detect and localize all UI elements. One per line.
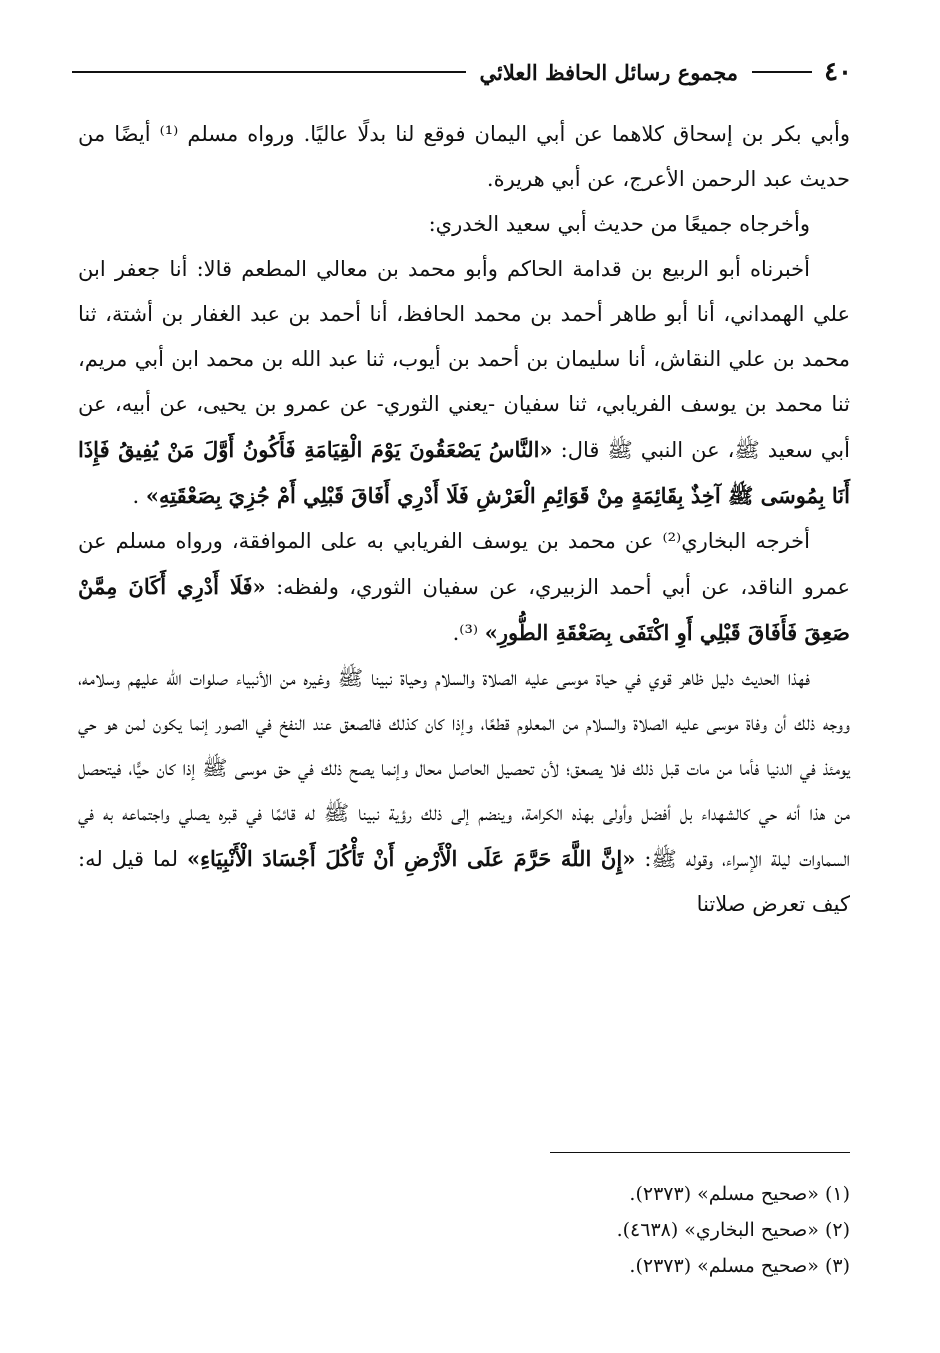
book-title: مجموع رسائل الحافظ العلائي (479, 59, 739, 85)
isnad-text: أخبرناه أبو الربيع بن قدامة الحاكم وأبو محمد بن معالي المطعم قالا: أنا جعفر ابن علي الهمداني، أنا أبو طاهر أحمد بن محمد الحافظ، أنا أحمد بن عبد الغفار بن أشتة، ثنا محمد بن علي النقاش، أنا سليمان بن أحمد بن أيوب، ثنا عبد الله بن محمد ابن أبي مريم، ثنا محمد بن يوسف الفريابي، ثنا سفيان -يعني الثوري- عن عمرو بن يحيى، عن أبيه، عن أبي سعيد ﷺ، عن النبي ﷺ قال: (78, 257, 850, 462)
hadith-quote-2: «فَلَا أَدْرِي أَكَانَ مِمَّنْ صَعِقَ فَأَفَاقَ قَبْلِي أَوِ اكْتَفَى بِصَعْقَةِ الطُّورِ» (78, 574, 850, 645)
footnotes (500, 1176, 850, 1284)
hadith-quote-3: «إِنَّ اللَّهَ حَرَّمَ عَلَى الْأَرْضِ أَنْ تَأْكُلَ أَجْسَادَ الْأَنْبِيَاءِ» (187, 846, 636, 871)
footnote-2: (٢) «صحيح البخاري» (٤٦٣٨). (616, 1219, 850, 1241)
footnote-separator (550, 1152, 850, 1153)
takhrij-text: أخرجه البخاري⁽²⁾ عن محمد بن يوسف الفريابي به على الموافقة، ورواه مسلم عن عمرو الناقد، عن أبي أحمد الزبيري، عن سفيان الثوري، ولفظه: (78, 529, 851, 599)
running-header (72, 52, 852, 92)
commentary-text: فهذا الحديث دليل ظاهر قوي في حياة موسى عليه الصلاة والسلام وحياة نبينا ﷺ وغيره من الأنبياء صلوات الله عليهم وسلامه، ووجه ذلك أن وفاة موسى عليه الصلاة والسلام من المعلوم قطعًا، وإذا كان كذلك فالصعق عند النفخ في الصور إنما يكون لمن هو حي يومئذ في الدنيا فأما من مات قبل ذلك فلا يصعق؛ لأن تحصيل الحاصل محال وإنما يصح ذلك في حق موسى ﷺ إذا كان حيًّا، فيتحصل من هذا أنه حي كالشهداء بل أفضل وأولى بهذه الكرامة، وينضم إلى ذلك رؤية نبينا ﷺ له قائمًا في قبره يصلي واجتماعه به في السماوات ليلة الإسراء، وقوله ﷺ: (78, 666, 850, 871)
paragraph-3-end: . (132, 484, 140, 508)
paragraph-1: وأبي بكر بن إسحاق كلاهما عن أبي اليمان فوقع لنا بدلًا عاليًا. ورواه مسلم ⁽¹⁾ أيضًا من حديث عبد الرحمن الأعرج، عن أبي هريرة. (78, 122, 850, 191)
paragraph-5-end: لما قيل له: كيف تعرض صلاتنا (78, 847, 850, 916)
paragraph-3 (78, 247, 850, 519)
paragraph-4-end: ⁽³⁾. (452, 621, 479, 645)
page-number: ٤٠ (824, 57, 852, 87)
paragraph-5 (78, 656, 850, 927)
main-text (78, 112, 850, 927)
footnote-3: (٣) «صحيح مسلم» (٢٣٧٣). (629, 1255, 850, 1277)
paragraph-2: وأخرجاه جميعًا من حديث أبي سعيد الخدري: (428, 212, 810, 236)
header-rule-short (752, 71, 812, 73)
header-rule-long (72, 71, 466, 73)
paragraph-4 (78, 519, 850, 656)
footnote-1: (١) «صحيح مسلم» (٢٣٧٣). (629, 1183, 850, 1205)
hadith-quote-1: «النَّاسُ يَصْعَقُونَ يَوْمَ الْقِيَامَةِ فَأَكُونُ أَوَّلَ مَنْ يُفِيقُ فَإِذَا أَنَا بِمُوسَى ﷺ آخِذٌ بِقَائِمَةٍ مِنْ قَوَائِمِ الْعَرْشِ فَلَا أَدْرِي أَفَاقَ قَبْلِي أَمْ جُزِيَ بِصَعْقَتِهِ» (78, 437, 850, 508)
